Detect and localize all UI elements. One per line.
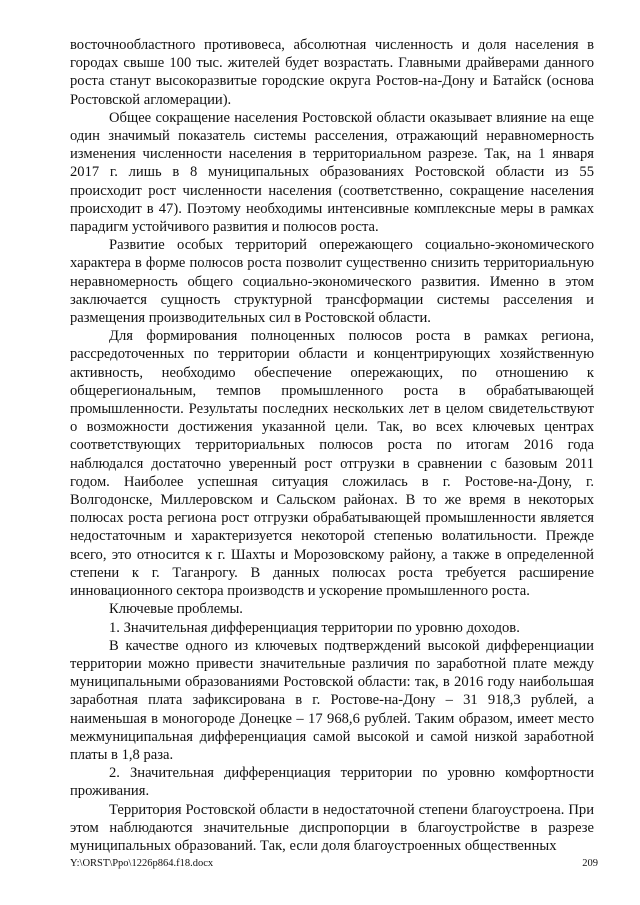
body-paragraph: 2. Значительная дифференциация территории по уровню комфортности проживания. — [70, 765, 594, 800]
body-paragraph: В качестве одного из ключевых подтверждений высокой дифференциации территории можно привести значительные различия по заработной плате между муниципальными образованиями Ростовской области: так, в 2016 году наибольшая заработная плата зафиксирована в г. Ростове-на-Дону – 31 918,3 рублей, а наименьшая в моногороде Донецке – 17 968,6 рублей. Таким образом, имеет место межмуниципальная дифференциация самой высокой и самой низкой заработной платы в 1,8 раза. — [70, 637, 594, 763]
body-paragraph: восточнообластного противовеса, абсолютная численность и доля населения в городах свыше 100 тыс. жителей будет возрастать. Главными драйверами данного роста станут высокоразвитые городские округа Ростов-на-Дону и Батайск (основа Ростовской агломерации). — [70, 37, 594, 108]
body-paragraph: 1. Значительная дифференциация территории по уровню доходов. — [109, 619, 520, 636]
body-paragraph: Общее сокращение населения Ростовской области оказывает влияние на еще один значимый показатель системы расселения, отражающий неравномерность изменения численности населения в территориальном разрезе. Так, на 1 января 2017 г. лишь в 8 муниципальных образованиях Ростовской области из 55 происходит рост численности населения (соответственно, сокращение населения происходит в 47). Поэтому необходимы интенсивные комплексные меры в рамках парадигм устойчивого развития и полюсов роста. — [70, 109, 594, 236]
document-body — [70, 36, 594, 855]
body-paragraph: Ключевые проблемы. — [109, 601, 243, 618]
body-paragraph: Развитие особых территорий опережающего социально-экономического характера в форме полюсов роста позволит существенно снизить территориальную неравномерность общего социально-экономического развития. Именно в этом заключается сущность структурной трансформации системы расселения и размещения производительных сил в Ростовской области. — [70, 237, 594, 327]
footer-page-number: 209 — [582, 858, 598, 869]
body-paragraph: Для формирования полноценных полюсов роста в рамках региона, рассредоточенных по территории области и концентрирующих хозяйственную активность, необходимо обеспечение опережающих, по отношению к общерегиональным, темпов промышленного роста в обрабатывающей промышленности. Результаты последних нескольких лет в целом свидетельствуют о возможности достижения указанной цели. Так, во всех ключевых центрах соответствующих территориальных полюсов роста по итогам 2016 года наблюдался достаточно уверенный рост отгрузки в сравнении с базовым 2011 годом. Наиболее успешная ситуация сложилась в г. Ростове-на-Дону, г. Волгодонске, Миллеровском и Сальском районах. В то же время в некоторых полюсах роста региона рост отгрузки обрабатывающей промышленности является недостаточным и характеризуется некоторой степенью волатильности. Прежде всего, это относится к г. Шахты и Морозовскому району, а также в определенной степени к г. Таганрогу. В данных полюсах роста требуется расширение инновационного сектора производств и ускорение промышленного роста. — [70, 328, 594, 600]
body-paragraph: Территория Ростовской области в недостаточной степени благоустроена. При этом наблюдаются значительные диспропорции в благоустройстве в разрезе муниципальных образований. Так, если доля благоустроенных общественных — [70, 801, 594, 854]
footer-file-path: Y:\ORST\Ppo\1226p864.f18.docx — [70, 858, 214, 869]
